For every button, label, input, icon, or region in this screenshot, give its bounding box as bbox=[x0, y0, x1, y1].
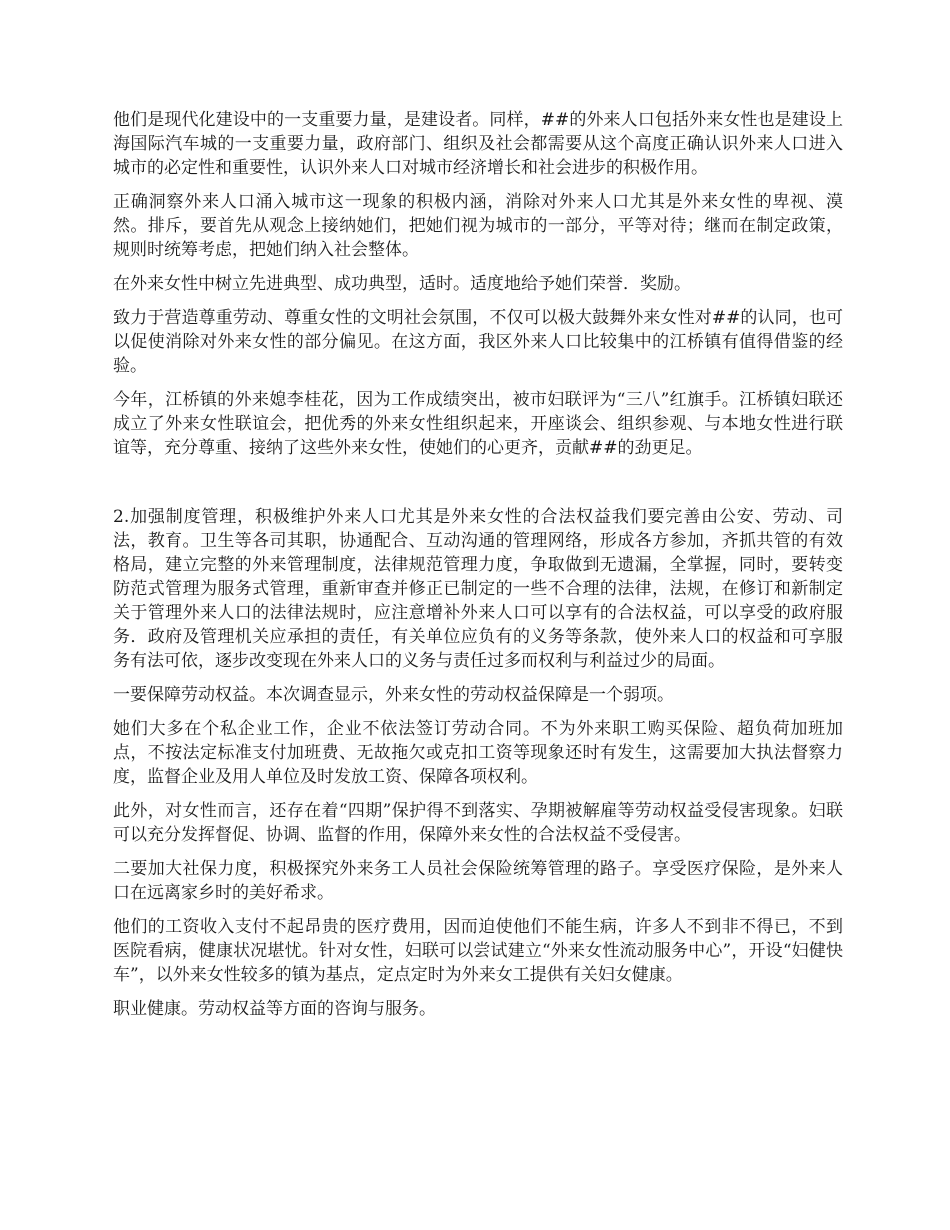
paragraph-four-periods: 此外，对女性而言，还存在着“四期”保护得不到落实、孕期被解雇等劳动权益受侵害现象。妇联可以充分发挥督促、协调、监督的作用，保障外来女性的合法权益不受侵害。 bbox=[113, 801, 843, 845]
paragraph-institutional-management: 2.加强制度管理，积极维护外来人口尤其是外来女性的合法权益我们要完善由公安、劳动、司法，教育。卫生等各司其职，协通配合、互动沟通的管理网络，形成各方参加，齐抓共管的有效格局，建立完整的外来管理制度，法律规范管理力度，争取做到无遗漏，全掌握，同时，要转变防范式管理为服务式管理，重新审查并修正已制定的一些不合理的法律，法规，在修订和新制定关于管理外来人口的法律法规时，应注意增补外来人口可以享有的合法权益，可以享受的政府服务．政府及管理机关应承担的责任，有关单位应负有的义务等条款，使外来人口的权益和可享服务有法可依，逐步改变现在外来人口的义务与责任过多而权利与利益过少的局面。 bbox=[113, 507, 843, 671]
paragraph-social-atmosphere: 致力于营造尊重劳动、尊重女性的文明社会氛围，不仅可以极大鼓舞外来女性对##的认同，也可以促使消除对外来女性的部分偏见。在这方面，我区外来人口比较集中的江桥镇有值得借鉴的经验。 bbox=[113, 308, 843, 376]
section-gap bbox=[113, 470, 843, 505]
paragraph-occupational-health: 职业健康。劳动权益等方面的咨询与服务。 bbox=[113, 999, 436, 1019]
paragraph-labor-rights: 一要保障劳动权益。本次调查显示，外来女性的劳动权益保障是一个弱项。 bbox=[113, 685, 674, 705]
document-body bbox=[113, 108, 843, 1031]
paragraph-jiangqiao-example: 今年，江桥镇的外来媳李桂花，因为工作成绩突出，被市妇联评为“三八”红旗手。江桥镇妇联还成立了外来女性联谊会，把优秀的外来女性组织起来，开座谈会、组织参观、与本地女性进行联谊等，充分尊重、接纳了这些外来女性，使她们的心更齐，贡献##的劲更足。 bbox=[113, 390, 843, 458]
paragraph-private-enterprises: 她们大多在个私企业工作，企业不依法签订劳动合同。不为外来职工购买保险、超负荷加班加点，不按法定标准支付加班费、无故拖欠或克扣工资等现象还时有发生，这需要加大执法督察力度，监督企业及用人单位及时发放工资、保障各项权利。 bbox=[113, 719, 843, 787]
paragraph-medical-costs: 他们的工资收入支付不起昂贵的医疗费用，因而迫使他们不能生病，许多人不到非不得已，不到医院看病，健康状况堪忧。针对女性，妇联可以尝试建立“外来女性流动服务中心”，开设“妇健快车”，以外来女性较多的镇为基点，定点定时为外来女工提供有关妇女健康。 bbox=[113, 917, 843, 985]
paragraph-builders: 他们是现代化建设中的一支重要力量，是建设者。同样，##的外来人口包括外来女性也是建设上海国际汽车城的一支重要力量，政府部门、组织及社会都需要从这个高度正确认识外来人口进入城市的必定性和重要性，认识外来人口对城市经济增长和社会进步的积极作用。 bbox=[113, 110, 843, 178]
paragraph-social-insurance: 二要加大社保力度，积极探究外来务工人员社会保险统筹管理的路子。享受医疗保险，是外来人口在远离家乡时的美好希求。 bbox=[113, 859, 843, 903]
paragraph-role-models: 在外来女性中树立先进典型、成功典型，适时。适度地给予她们荣誉．奖励。 bbox=[113, 274, 691, 294]
paragraph-positive-meaning: 正确洞察外来人口涌入城市这一现象的积极内涵，消除对外来人口尤其是外来女性的卑视、漠然。排斥，要首先从观念上接纳她们，把她们视为城市的一部分，平等对待；继而在制定政策，规则时统筹考虑，把她们纳入社会整体。 bbox=[113, 192, 843, 260]
